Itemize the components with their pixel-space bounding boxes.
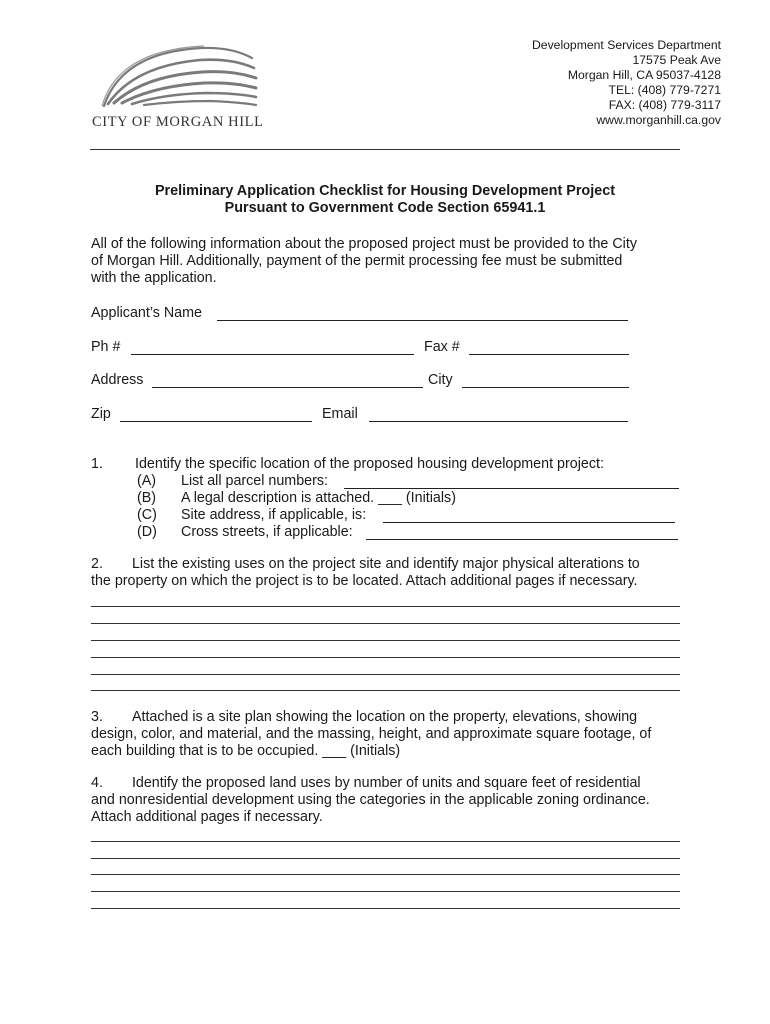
address-field[interactable] <box>152 387 423 388</box>
address-line: Morgan Hill, CA 95037-4128 <box>567 68 721 82</box>
address-line: Development Services Department <box>532 38 721 52</box>
item-4-answer-line[interactable] <box>91 874 680 875</box>
city-label: City <box>428 372 453 388</box>
intro-line: of Morgan Hill. Additionally, payment of the permit processing fee must be submitted <box>91 253 623 269</box>
item-1b-text: A legal description is attached. ___ (Initials) <box>181 490 456 506</box>
title-line-2: Pursuant to Government Code Section 65941.1 <box>224 200 546 216</box>
item-2-paragraph <box>91 556 681 590</box>
zip-label: Zip <box>91 406 111 422</box>
item-2-answer-line[interactable] <box>91 640 680 641</box>
item-4-answer-line[interactable] <box>91 858 680 859</box>
city-field[interactable] <box>462 387 629 388</box>
phone-field[interactable] <box>131 354 414 355</box>
item-4-number: 4. <box>91 775 103 791</box>
address-label: Address <box>91 372 144 388</box>
zip-field[interactable] <box>120 421 312 422</box>
item-1-number: 1. <box>91 456 103 472</box>
header-divider <box>90 149 680 150</box>
item-4-line: Attach additional pages if necessary. <box>91 809 323 825</box>
intro-line: with the application. <box>91 270 217 286</box>
item-2-number: 2. <box>91 556 103 572</box>
intro-paragraph <box>91 236 681 287</box>
item-3-line: design, color, and material, and the massing, height, and approximate square footage, of <box>91 726 652 742</box>
item-4-answer-line[interactable] <box>91 841 680 842</box>
fax-label: Fax # <box>424 339 460 355</box>
item-1a-letter: (A) <box>137 473 157 489</box>
parcel-numbers-field[interactable] <box>344 488 679 489</box>
item-1-text: Identify the specific location of the proposed housing development project: <box>135 456 604 472</box>
org-name: CITY OF MORGAN HILL <box>92 114 264 130</box>
item-4-answer-line[interactable] <box>91 908 680 909</box>
item-3-line: Attached is a site plan showing the location on the property, elevations, showing <box>131 709 638 725</box>
site-address-field[interactable] <box>383 522 675 523</box>
intro-line: All of the following information about the proposed project must be provided to the City <box>91 236 637 252</box>
page-title <box>0 183 770 217</box>
email-label: Email <box>322 406 358 422</box>
item-3-paragraph <box>91 709 681 760</box>
item-2-answer-line[interactable] <box>91 690 680 691</box>
fax-field[interactable] <box>469 354 629 355</box>
item-4-line: Identify the proposed land uses by number of units and square feet of residential <box>131 775 641 791</box>
item-3-line: each building that is to be occupied. ___ (Initials) <box>91 743 401 759</box>
item-3-number: 3. <box>91 709 103 725</box>
item-1c-text: Site address, if applicable, is: <box>181 507 367 523</box>
item-2-answer-line[interactable] <box>91 623 680 624</box>
title-line-1: Preliminary Application Checklist for Housing Development Project <box>154 183 616 199</box>
applicant-name-label: Applicant’s Name <box>91 305 202 321</box>
item-4-answer-line[interactable] <box>91 891 680 892</box>
address-line: 17575 Peak Ave <box>632 53 721 67</box>
item-2-line: the property on which the project is to be located. Attach additional pages if necessary. <box>91 573 638 589</box>
item-1a-text: List all parcel numbers: <box>181 473 329 489</box>
item-2-answer-line[interactable] <box>91 657 680 658</box>
item-2-answer-line[interactable] <box>91 606 680 607</box>
applicant-name-field[interactable] <box>217 320 628 321</box>
fax-line: FAX: (408) 779-3117 <box>608 98 721 112</box>
phone-line: TEL: (408) 779-7271 <box>608 83 721 97</box>
department-address <box>532 38 721 128</box>
item-4-paragraph <box>91 775 681 826</box>
item-2-line: List the existing uses on the project site and identify major physical alterations to <box>131 556 640 572</box>
item-1d-letter: (D) <box>137 524 157 540</box>
cross-streets-field[interactable] <box>366 539 678 540</box>
item-2-answer-line[interactable] <box>91 674 680 675</box>
email-field[interactable] <box>369 421 628 422</box>
website-link[interactable]: www.morganhill.ca.gov <box>596 113 721 127</box>
phone-label: Ph # <box>91 339 121 355</box>
item-4-line: and nonresidential development using the categories in the applicable zoning ordinance. <box>91 792 650 808</box>
item-1b-letter: (B) <box>137 490 157 506</box>
item-1d-text: Cross streets, if applicable: <box>181 524 353 540</box>
item-1c-letter: (C) <box>137 507 157 523</box>
